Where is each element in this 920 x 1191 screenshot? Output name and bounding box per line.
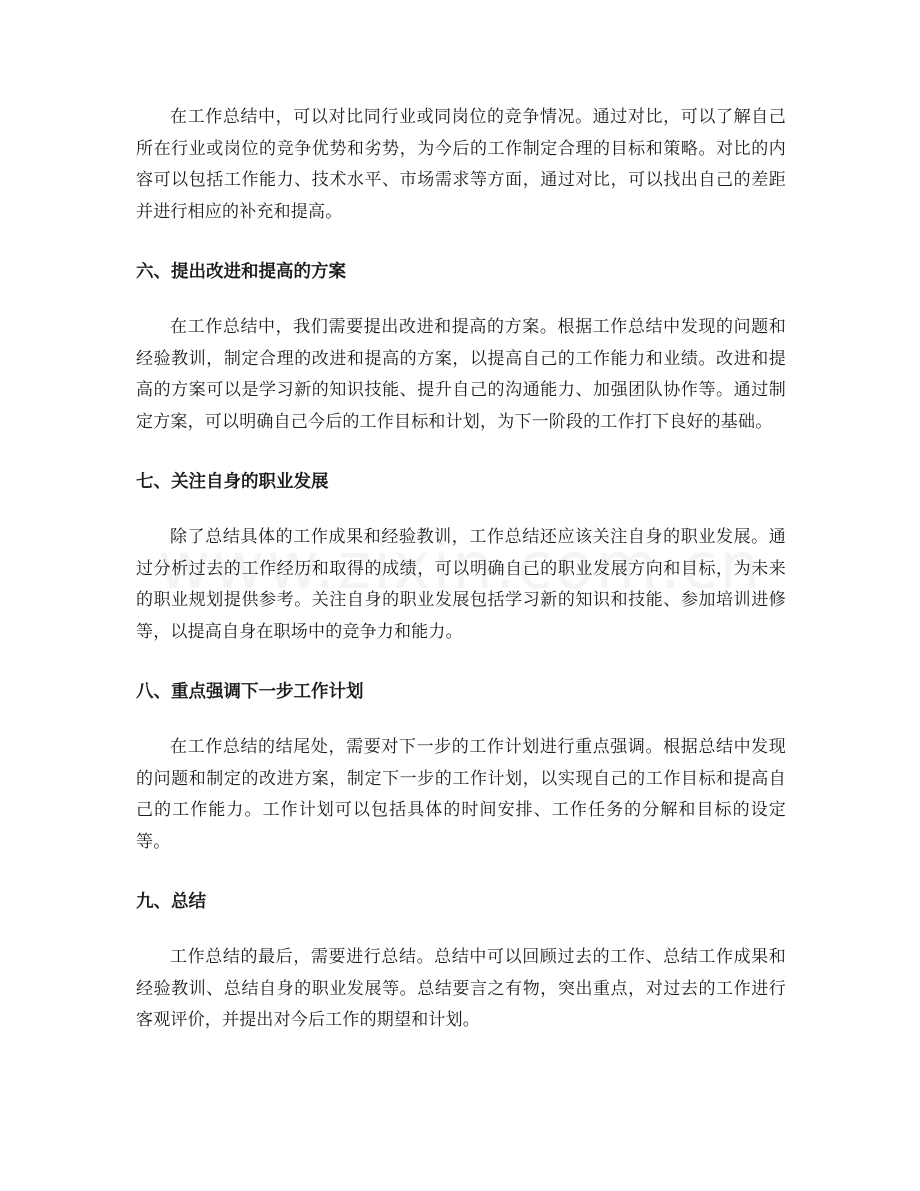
section-heading-6: 六、提出改进和提高的方案 <box>136 262 346 282</box>
section-paragraph-6: 在工作总结中，我们需要提出改进和提高的方案。根据工作总结中发现的问题和经验教训，制定合理的改进和提高的方案，以提高自己的工作能力和业绩。改进和提高的方案可以是学习新的知识技能、提升自己的沟通能力、加强团队协作等。通过制定方案，可以明确自己今后的工作目标和计划，为下一阶段的工作打下良好的基础。 <box>136 317 786 432</box>
section-heading-7: 七、关注自身的职业发展 <box>136 472 329 492</box>
intro-paragraph: 在工作总结中，可以对比同行业或同岗位的竞争情况。通过对比，可以了解自己所在行业或岗位的竞争优势和劣势，为今后的工作制定合理的目标和策略。对比的内容可以包括工作能力、技术水平、市场需求等方面，通过对比，可以找出自己的差距并进行相应的补充和提高。 <box>136 107 786 222</box>
section-heading-9: 九、总结 <box>136 892 206 912</box>
document-body <box>136 102 786 1037</box>
section-heading-8: 八、重点强调下一步工作计划 <box>136 682 364 702</box>
section-paragraph-7: 除了总结具体的工作成果和经验教训，工作总结还应该关注自身的职业发展。通过分析过去的工作经历和取得的成绩，可以明确自己的职业发展方向和目标，为未来的职业规划提供参考。关注自身的职业发展包括学习新的知识和技能、参加培训进修等，以提高自身在职场中的竞争力和能力。 <box>136 527 786 642</box>
section-paragraph-8: 在工作总结的结尾处，需要对下一步的工作计划进行重点强调。根据总结中发现的问题和制定的改进方案，制定下一步的工作计划，以实现自己的工作目标和提高自己的工作能力。工作计划可以包括具体的时间安排、工作任务的分解和目标的设定等。 <box>136 737 786 852</box>
section-paragraph-9: 工作总结的最后，需要进行总结。总结中可以回顾过去的工作、总结工作成果和经验教训、总结自身的职业发展等。总结要言之有物，突出重点，对过去的工作进行客观评价，并提出对今后工作的期望和计划。 <box>136 947 786 1030</box>
